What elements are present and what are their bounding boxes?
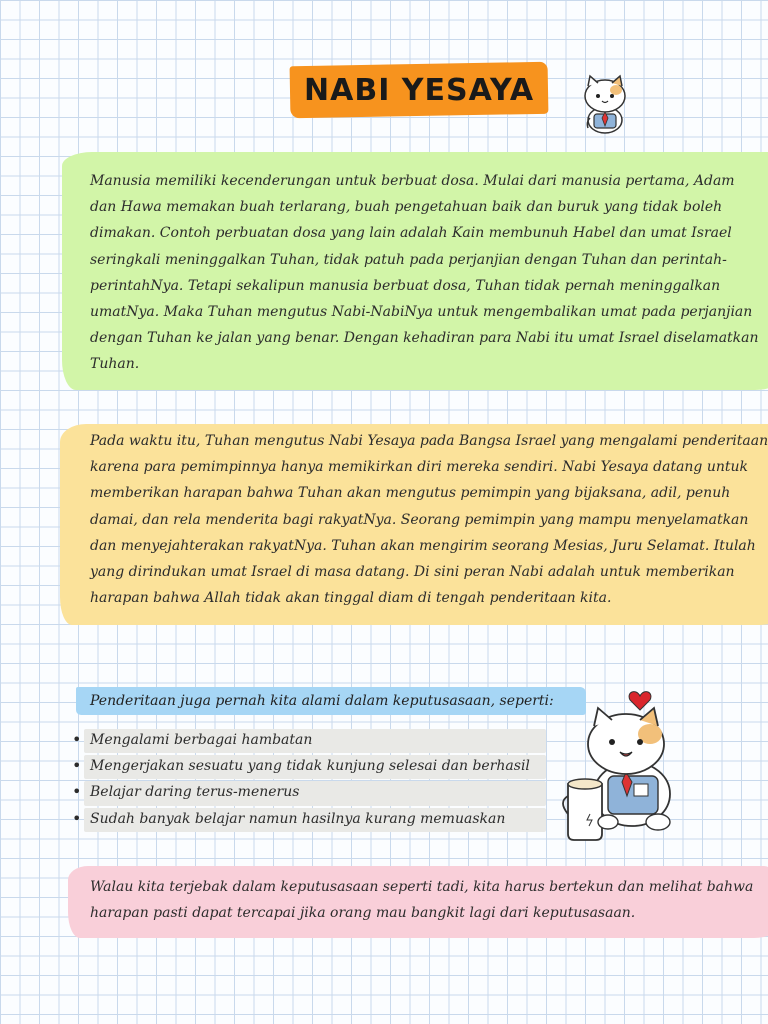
cat-office-worker-with-mug-icon [560,684,690,844]
list-item: • Mengalami berbagai hambatan [66,727,546,753]
cat-with-tie-icon [578,72,632,134]
list-item: • Belajar daring terus-menerus [66,779,546,805]
intro-paragraph: Manusia memiliki kecenderungan untuk berbuat dosa. Mulai dari manusia pertama, Adam dan Hawa memakan buah terlarang, buah pengetahuan baik dan buruk yang tidak boleh dimakan. Contoh perbuatan dosa yang lain adalah Kain membunuh Habel dan umat Israel seringkali meninggalkan Tuhan, tidak patuh pada perjanjian dengan Tuhan dan perintah-perintahNya. Tetapi sekalipun manusia berbuat dosa, Tuhan tidak pernah meninggalkan umatNya. Maka Tuhan mengutus Nabi-NabiNya untuk mengembalikan umat pada perjanjian dengan Tuhan ke jalan yang benar. Dengan kehadiran para Nabi itu umat Israel diselamatkan Tuhan. [62,152,768,390]
list-intro: Penderitaan juga pernah kita alami dalam keputusasaan, seperti: [76,687,586,715]
closing-paragraph: Walau kita terjebak dalam keputusasaan seperti tadi, kita harus bertekun dan melihat bahwa harapan pasti dapat tercapai jika orang mau bangkit lagi dari keputusasaan. [68,866,768,938]
list-item: • Mengerjakan sesuatu yang tidak kunjung selesai dan berhasil [66,753,546,779]
list-item: • Sudah banyak belajar namun hasilnya kurang memuaskan [66,806,546,832]
yesaya-paragraph: Pada waktu itu, Tuhan mengutus Nabi Yesaya pada Bangsa Israel yang mengalami penderitaan karena para pemimpinnya hanya memikirkan diri mereka sendiri. Nabi Yesaya datang untuk memberikan harapan bahwa Tuhan akan mengutus pemimpin yang bijaksana, adil, penuh damai, dan rela menderita bagi rakyatNya. Seorang pemimpin yang mampu menyelamatkan dan menyejahterakan rakyatNya. Tuhan akan mengirim seorang Mesias, Juru Selamat. Itulah yang dirindukan umat Israel di masa datang. Di sini peran Nabi adalah untuk memberikan harapan bahwa Allah tidak akan tinggal diam di tengah penderitaan kita. [60,424,768,625]
hardship-list [66,727,546,832]
title-banner [290,62,549,118]
page-title: NABI YESAYA [303,72,535,108]
heart-icon [629,692,651,710]
